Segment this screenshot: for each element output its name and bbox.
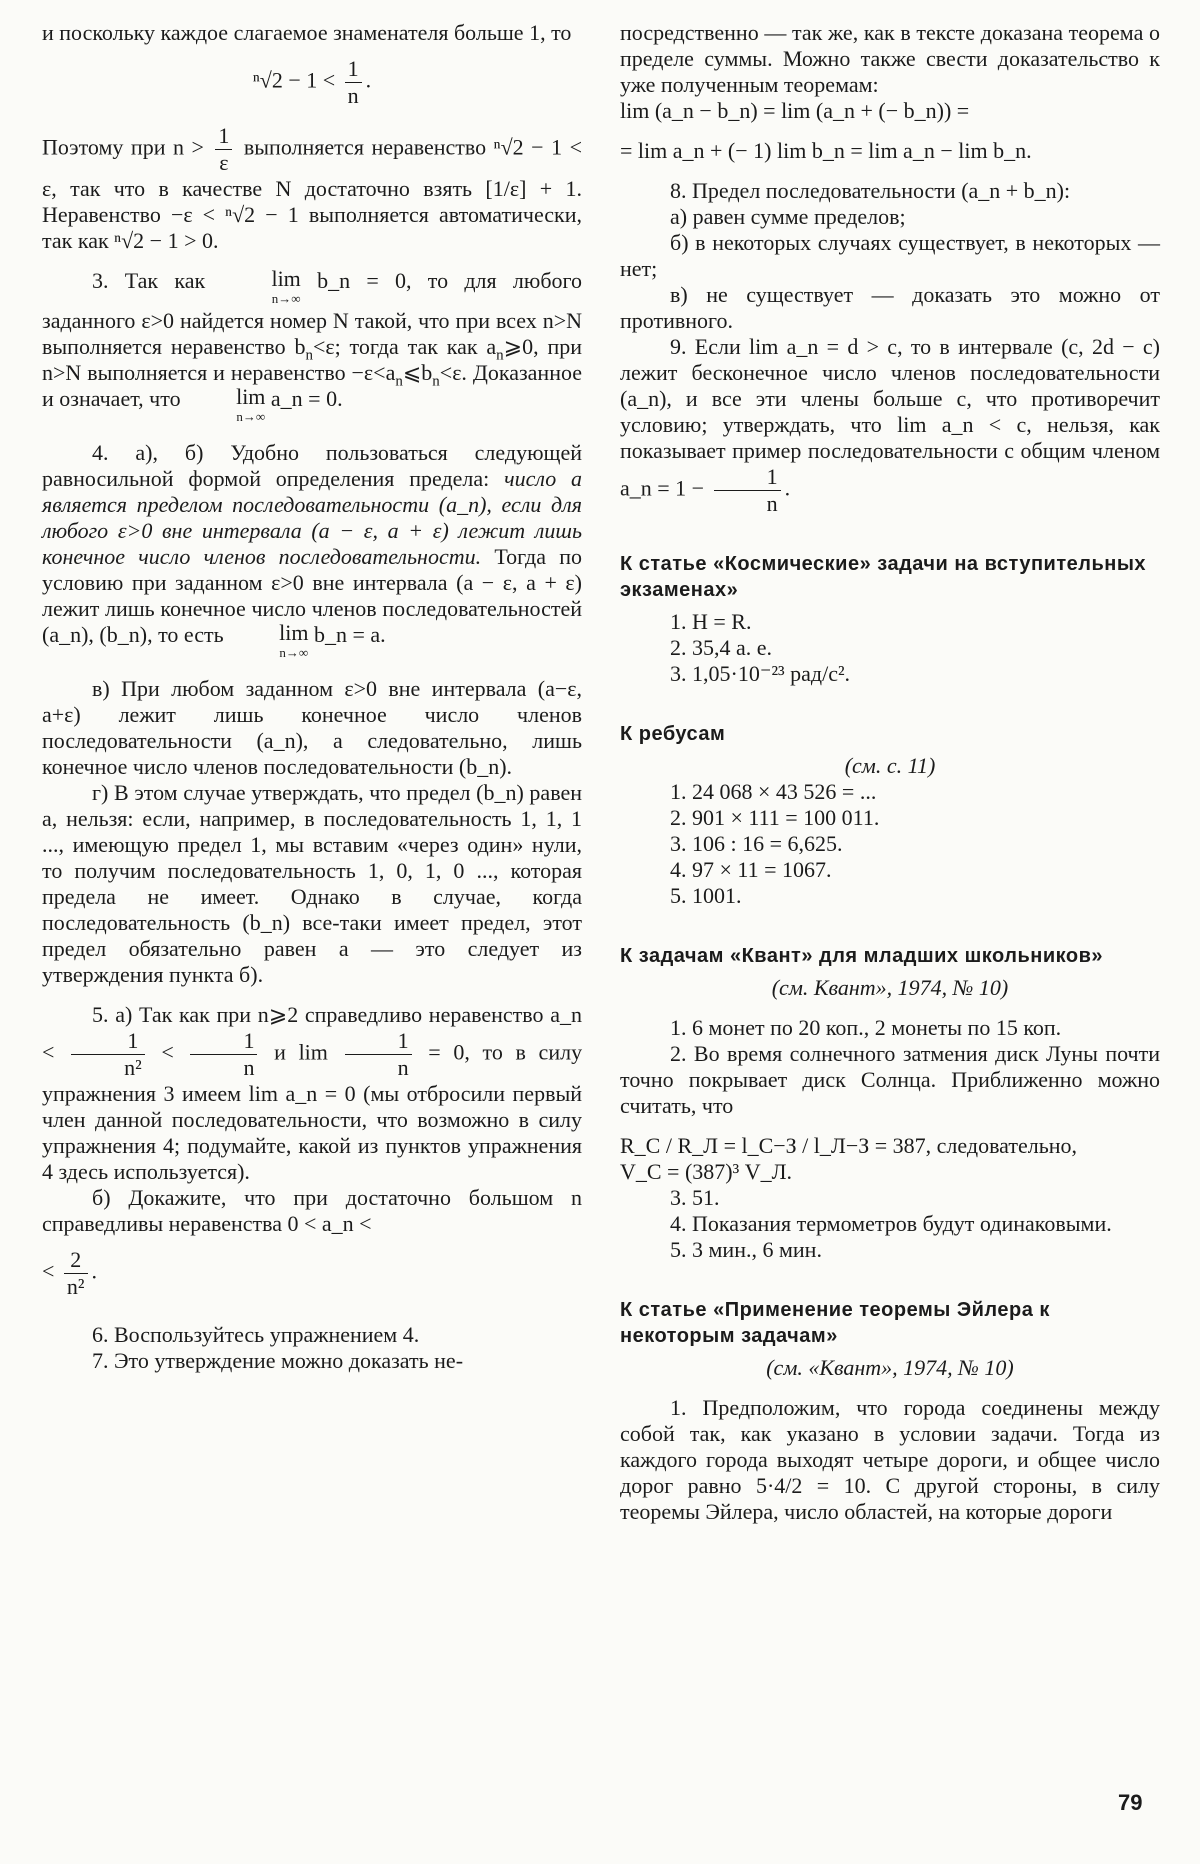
exercise-8b: б) в некоторых случаях существует, в некоторых — нет; <box>620 230 1160 281</box>
exercise-8a: а) равен сумме пределов; <box>670 204 906 229</box>
list-item: 1. H = R. <box>670 609 752 634</box>
root-inequality: ⁿ√2 − 1 < $\frac{1}{n}$ . <box>252 56 372 108</box>
rebus-reference: (см. с. 11) <box>844 753 936 778</box>
fraction-1-over-eps: $\frac{1}{\varepsilon}$ <box>215 123 232 176</box>
euler-reference: (см. «Квант», 1974, № 10) <box>766 1355 1014 1380</box>
therefore-paragraph: Поэтому при n > $\frac{1}{\varepsilon}$ выполняется неравенство ⁿ√2 − 1 < ε, так что в качестве N достаточно взять [1/ε] + 1. Неравенство −ε < ⁿ√2 − 1 выполняется автоматически, так как ⁿ√2 − 1 > 0. <box>42 123 582 253</box>
junior-answer-1: 1. 6 монет по 20 коп., 2 монеты по 15 коп. <box>670 1015 1062 1040</box>
exercise-8-title: 8. Предел последовательности (a_n + b_n): <box>670 178 1071 203</box>
exercise-5b: б) Докажите, что при достаточно большом n справедливы неравенства 0 < a_n < <box>42 1185 582 1236</box>
lim-difference-line-1: lim (a_n − b_n) = lim (a_n + (− b_n)) = <box>620 98 970 123</box>
list-item: 2. 901 × 111 = 100 011. <box>670 805 880 830</box>
exercise-4g: г) В этом случае утверждать, что предел (b_n) равен a, нельзя: если, например, в последовательность 1, 1, 1 ..., имеющую предел 1, мы вставим «через один» нули, то получим последовательность 1, 0, 1, 0 ..., которая предела не имеет. Однако в случае, когда последовательность (b_n) все-таки имеет предел, этот предел обязательно равен a — это следует из утверждения пункта б). <box>42 780 582 987</box>
exercise-4v: в) При любом заданном ε>0 вне интервала (a−ε, a+ε) лежит лишь конечное число членов последовательности (a_n), а следовательно, лишь конечное число членов последовательности (b_n). <box>42 676 582 779</box>
junior-answer-4: 4. Показания термометров будут одинаковыми. <box>670 1211 1112 1236</box>
section-heading-junior: К задачам «Квант» для младших школьников» <box>620 945 1103 967</box>
exercise-5a: 5. а) Так как при n⩾2 справедливо неравенство a_n < $\frac{1}{\text{n²}}$ < $\frac{1}{n}$ и lim $\frac{1}{n}$ = 0, то в силу упражнения 3 имеем lim a_n = 0 (мы отбросили первый член данной последовательности, что возможно в силу упражнения 4; подумайте, какой из пунктов упражнения 4 здесь используется). <box>42 1002 583 1184</box>
volume-equation: V_С = (387)³ V_Л. <box>620 1159 793 1184</box>
left-column <box>42 20 582 1374</box>
junior-reference: (см. Квант», 1974, № 10) <box>771 975 1009 1000</box>
list-item: 3. 106 : 16 = 6,625. <box>670 831 843 856</box>
section-heading-euler: К статье «Применение теоремы Эйлера к некоторым задачам» <box>620 1299 1050 1347</box>
exercise-7-continued: посредственно — так же, как в тексте доказана теорема о пределе суммы. Можно также свести доказательство к уже полученным теоремам: <box>620 20 1160 97</box>
exercise-9: 9. Если lim a_n = d > c, то в интервале (c, 2d − c) лежит бесконечное число членов последовательности (a_n), и все эти члены больше c, что противоречит условию; утверждать, что lim a_n < c, нельзя, как показывает пример последовательности с общим членом a_n = 1 − $\frac{1}{n}$ . <box>620 334 1160 516</box>
page-number: 79 <box>1118 1790 1143 1815</box>
list-item: 2. 35,4 а. е. <box>670 635 773 660</box>
rebus-answers <box>620 779 1160 909</box>
exercise-8c: в) не существует — доказать это можно от противного. <box>620 282 1160 333</box>
intro-paragraph: и поскольку каждое слагаемое знаменателя больше 1, то <box>42 20 572 45</box>
junior-answer-5: 5. 3 мин., 6 мин. <box>670 1237 822 1262</box>
list-item: 1. 24 068 × 43 526 = ... <box>670 779 877 804</box>
list-item: 5. 1001. <box>670 883 742 908</box>
euler-answer-1: 1. Предположим, что города соединены между собой так, как указано в условии задачи. Тогда из каждого города выходят четыре дороги, и общее число дорог равно 5·4/2 = 10. С другой стороны, в силу теоремы Эйлера, число областей, на которые дороги <box>620 1395 1160 1524</box>
radius-ratio-equation: R_С / R_Л = l_С−З / l_Л−З = 387, следовательно, <box>620 1133 1078 1158</box>
lim-expr: lim n→∞ <box>271 266 301 306</box>
list-item: 4. 97 × 11 = 1067. <box>670 857 832 882</box>
cosmic-answers <box>620 609 1160 687</box>
fraction-1-over-n: $\frac{1}{n}$ <box>345 56 362 109</box>
exercise-7: 7. Это утверждение можно доказать не- <box>92 1348 464 1373</box>
right-column <box>620 20 1160 1525</box>
exercise-4ab: 4. а), б) Удобно пользоваться следующей равносильной формой определения предела: число a является пределом последовательности (a_n), если для любого ε>0 вне интервала (a − ε, a + ε) лежит лишь конечное число членов последовательности. Тогда по условию при заданном ε>0 вне интервала (a − ε, a + ε) лежит лишь конечное число членов последовательностей (a_n), (b_n), то есть lim n→∞ b_n = a. <box>42 440 582 660</box>
junior-answer-2: 2. Во время солнечного затмения диск Луны почти точно покрывает диск Солнца. Приближенно можно считать, что <box>620 1041 1160 1118</box>
exercise-3: 3. Так как lim n→∞ b_n = 0, то для любого заданного ε>0 найдется номер N такой, что при всех n>N выполняется неравенство $b_n<\varepsilon$; тогда так как $a_n⩾0$, при n>N выполняется и неравенство $-\varepsilon<a_n⩽b_n<\varepsilon$. Доказанное и означает, что lim n→∞ a_n = 0. <box>42 266 583 424</box>
inequality-2-over-n2: < $\frac{2}{\text{n²}}$ . <box>42 1247 98 1299</box>
junior-answer-3: 3. 51. <box>670 1185 720 1210</box>
exercise-6: 6. Воспользуйтесь упражнением 4. <box>92 1322 420 1347</box>
list-item: 3. 1,05·10⁻²³ рад/с². <box>670 661 851 686</box>
lim-difference-line-2: = lim a_n + (− 1) lim b_n = lim a_n − lim b_n. <box>620 138 1032 163</box>
section-heading-cosmic: К статье «Космические» задачи на вступительных экзаменах» <box>620 553 1147 601</box>
section-heading-rebus: К ребусам <box>620 723 726 745</box>
